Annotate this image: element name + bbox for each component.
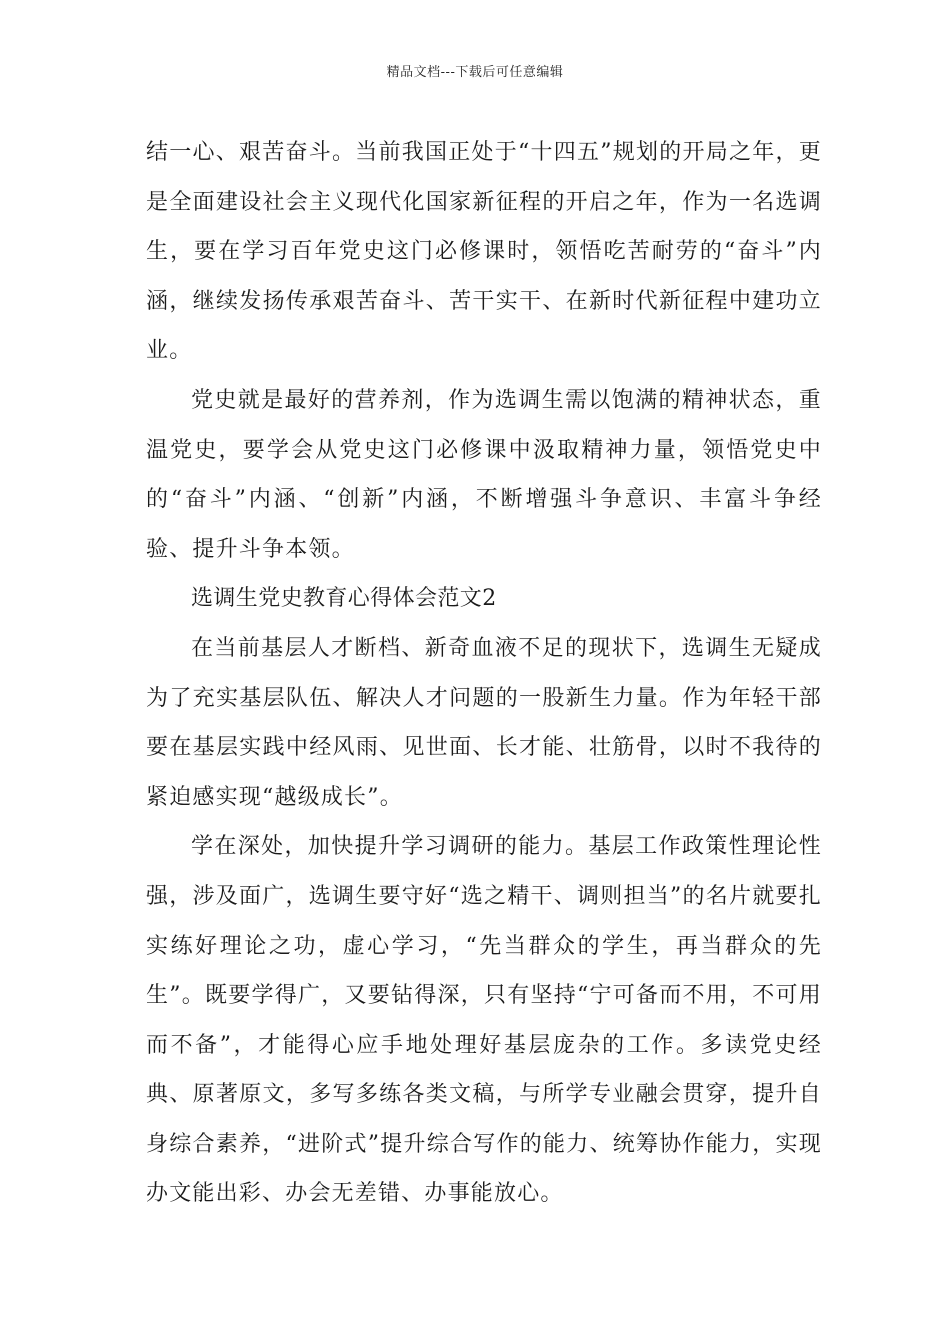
document-body [146,128,822,1219]
paragraph: 在当前基层人才断档、新奇血液不足的现状下，选调生无疑成为了充实基层队伍、解决人才问题的一股新生力量。作为年轻干部要在基层实践中经风雨、见世面、长才能、壮筋骨，以时不我待的紧迫感实现“越级成长”。 [146,635,822,810]
page-header: 精品文档---下载后可任意编辑 [386,65,564,80]
paragraph: 学在深处，加快提升学习调研的能力。基层工作政策性理论性强，涉及面广，选调生要守好“选之精干、调则担当”的名片就要扎实练好理论之功，虚心学习，“先当群众的学生，再当群众的先生”。既要学得广，又要钻得深，只有坚持“宁可备而不用，不可用而不备”，才能得心应手地处理好基层庞杂的工作。多读党史经典、原著原文，多写多练各类文稿，与所学专业融会贯穿，提升自身综合素养，“进阶式”提升综合写作的能力、统筹协作能力，实现办文能出彩、办会无差错、办事能放心。 [146,834,822,1207]
section-heading: 选调生党史教育心得体会范文2 [191,586,497,612]
paragraph: 党史就是最好的营养剂，作为选调生需以饱满的精神状态，重温党史，要学会从党史这门必修课中汲取精神力量，领悟党史中的“奋斗”内涵、“创新”内涵，不断增强斗争意识、丰富斗争经验、提升斗争本领。 [146,387,822,562]
paragraph-continued: 结一心、艰苦奋斗。当前我国正处于“十四五”规划的开局之年，更是全面建设社会主义现代化国家新征程的开启之年，作为一名选调生，要在学习百年党史这门必修课时，领悟吃苦耐劳的“奋斗”内涵，继续发扬传承艰苦奋斗、苦干实干、在新时代新征程中建功立业。 [146,140,822,364]
